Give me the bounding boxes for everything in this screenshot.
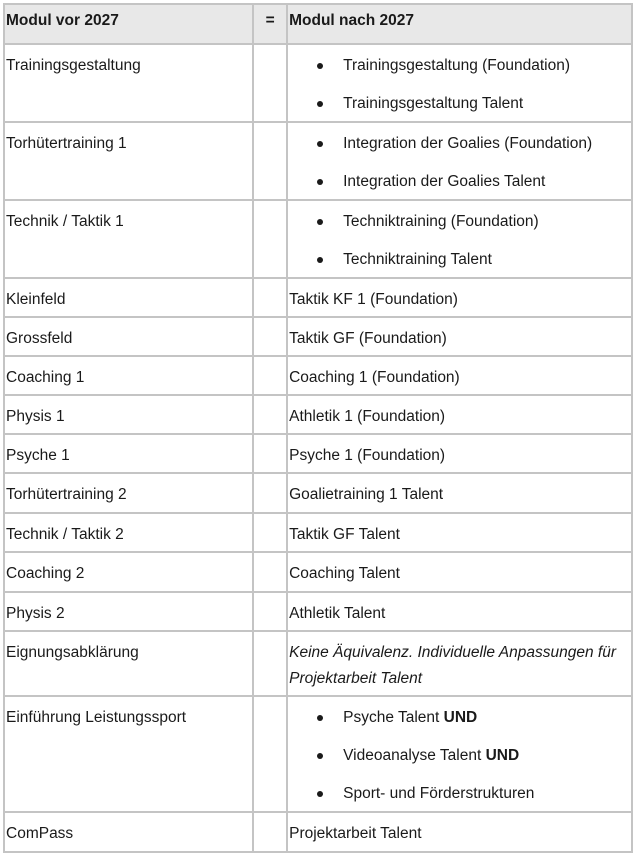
old-module-cell: Physis 1 xyxy=(5,396,254,433)
list-item: Sport- und Förderstrukturen xyxy=(289,781,630,807)
equals-cell xyxy=(254,357,288,394)
new-module-cell: Coaching Talent xyxy=(288,553,633,591)
new-module-cell xyxy=(288,123,633,199)
new-module-cell xyxy=(288,45,633,121)
bullet-icon xyxy=(317,219,323,225)
old-module-cell: ComPass xyxy=(5,813,254,851)
bullet-icon xyxy=(317,179,323,185)
bullet-icon xyxy=(317,141,323,147)
equals-cell xyxy=(254,435,288,472)
new-module-cell: Taktik GF (Foundation) xyxy=(288,318,633,355)
header-new-module: Modul nach 2027 xyxy=(288,5,633,43)
list-item: Techniktraining Talent xyxy=(289,247,630,273)
table-row xyxy=(5,813,633,853)
list-item: Techniktraining (Foundation) xyxy=(289,209,630,235)
list-item: Trainingsgestaltung Talent xyxy=(289,91,630,117)
old-module-cell: Einführung Leistungssport xyxy=(5,697,254,811)
list-item: Trainingsgestaltung (Foundation) xyxy=(289,53,630,79)
table-row xyxy=(5,279,633,318)
old-module-cell: Psyche 1 xyxy=(5,435,254,472)
bullet-icon xyxy=(317,791,323,797)
new-module-cell: Taktik GF Talent xyxy=(288,514,633,551)
old-module-cell: Grossfeld xyxy=(5,318,254,355)
new-module-list xyxy=(289,705,630,807)
table-row xyxy=(5,474,633,514)
table-row xyxy=(5,514,633,553)
list-item: Psyche Talent UND xyxy=(289,705,630,731)
table-row xyxy=(5,123,633,201)
and-keyword: UND xyxy=(443,709,478,726)
equals-cell xyxy=(254,553,288,591)
table-row xyxy=(5,593,633,632)
equals-cell xyxy=(254,474,288,512)
new-module-cell xyxy=(288,697,633,811)
list-item: Integration der Goalies Talent xyxy=(289,169,630,195)
table-row xyxy=(5,435,633,474)
table-row xyxy=(5,396,633,435)
new-module-cell: Athletik 1 (Foundation) xyxy=(288,396,633,433)
table-row xyxy=(5,697,633,813)
equals-cell xyxy=(254,201,288,277)
equals-cell xyxy=(254,45,288,121)
old-module-cell: Trainingsgestaltung xyxy=(5,45,254,121)
equals-cell xyxy=(254,318,288,355)
equals-cell xyxy=(254,593,288,630)
new-module-cell xyxy=(288,201,633,277)
equals-cell xyxy=(254,123,288,199)
new-module-cell: Psyche 1 (Foundation) xyxy=(288,435,633,472)
bullet-icon xyxy=(317,63,323,69)
table-row xyxy=(5,553,633,593)
table-row xyxy=(5,357,633,396)
new-module-cell: Projektarbeit Talent xyxy=(288,813,633,851)
new-module-cell: Goalietraining 1 Talent xyxy=(288,474,633,512)
equals-cell xyxy=(254,813,288,851)
old-module-cell: Eignungsabklärung xyxy=(5,632,254,695)
old-module-cell: Coaching 2 xyxy=(5,553,254,591)
equals-cell xyxy=(254,632,288,695)
new-module-list xyxy=(289,209,630,273)
equals-cell xyxy=(254,697,288,811)
old-module-cell: Coaching 1 xyxy=(5,357,254,394)
old-module-cell: Kleinfeld xyxy=(5,279,254,316)
table-row xyxy=(5,201,633,279)
and-keyword: UND xyxy=(485,747,520,764)
bullet-icon xyxy=(317,753,323,759)
header-equals: = xyxy=(254,5,288,43)
table-row xyxy=(5,45,633,123)
new-module-list xyxy=(289,53,630,117)
new-module-cell: Keine Äquivalenz. Individuelle Anpassungen für Projektarbeit Talent xyxy=(288,632,633,695)
module-mapping-table xyxy=(3,3,633,853)
equals-cell xyxy=(254,396,288,433)
list-item: Integration der Goalies (Foundation) xyxy=(289,131,630,157)
list-item: Videoanalyse Talent UND xyxy=(289,743,630,769)
old-module-cell: Torhütertraining 1 xyxy=(5,123,254,199)
header-old-module: Modul vor 2027 xyxy=(5,5,254,43)
table-header-row xyxy=(5,5,633,45)
equals-cell xyxy=(254,279,288,316)
old-module-cell: Technik / Taktik 2 xyxy=(5,514,254,551)
new-module-cell: Taktik KF 1 (Foundation) xyxy=(288,279,633,316)
old-module-cell: Torhütertraining 2 xyxy=(5,474,254,512)
bullet-icon xyxy=(317,715,323,721)
new-module-list xyxy=(289,131,630,195)
bullet-icon xyxy=(317,101,323,107)
old-module-cell: Technik / Taktik 1 xyxy=(5,201,254,277)
old-module-cell: Physis 2 xyxy=(5,593,254,630)
table-row xyxy=(5,318,633,357)
table-row xyxy=(5,632,633,697)
new-module-cell: Coaching 1 (Foundation) xyxy=(288,357,633,394)
new-module-cell: Athletik Talent xyxy=(288,593,633,630)
equals-cell xyxy=(254,514,288,551)
bullet-icon xyxy=(317,257,323,263)
